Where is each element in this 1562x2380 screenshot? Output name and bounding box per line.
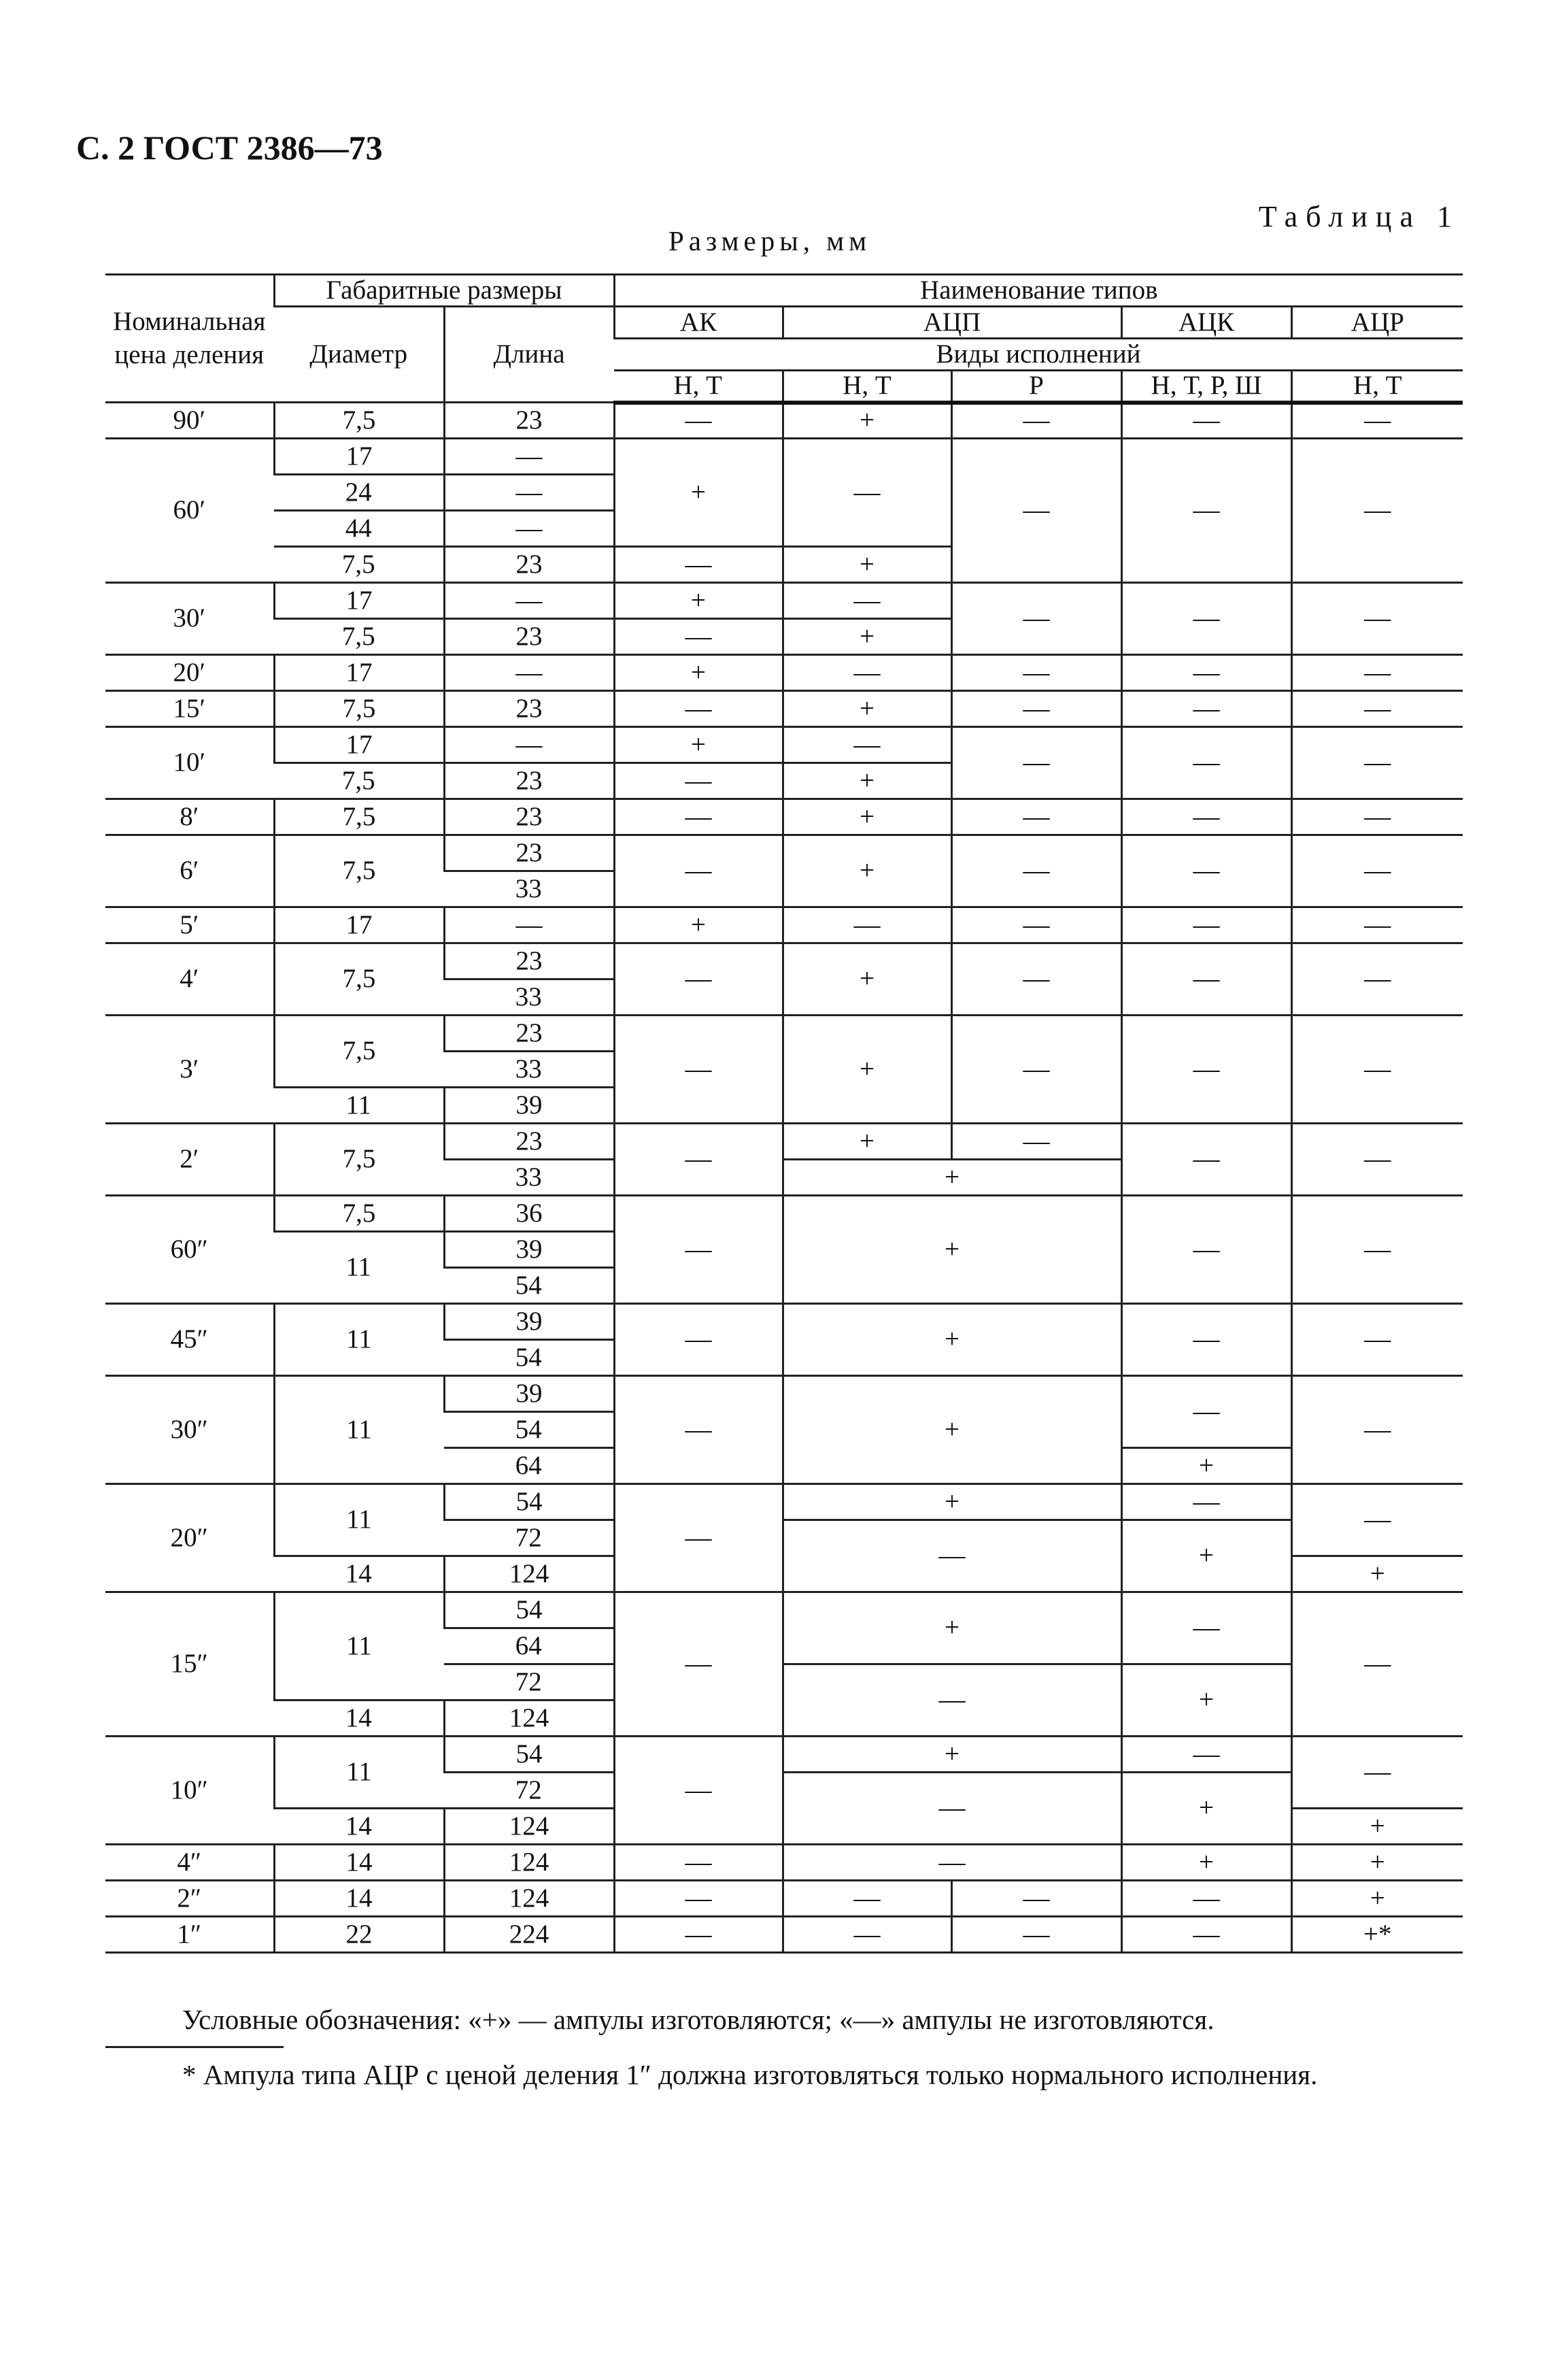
table-cell: —	[1291, 727, 1463, 799]
table-cell: —	[1291, 1124, 1463, 1196]
table-cell: 11	[274, 1304, 444, 1376]
table-cell: 30″	[105, 1376, 274, 1484]
table-cell: —	[951, 1917, 1121, 1953]
table-cell: 7,5	[274, 1196, 444, 1232]
table-cell: +	[1121, 1664, 1291, 1737]
table-row	[105, 1196, 1463, 1232]
table-cell: +	[783, 1376, 1121, 1484]
table-cell: +	[1121, 1845, 1291, 1881]
table-cell: —	[1121, 943, 1291, 1016]
table-cell: —	[1121, 1124, 1291, 1196]
table-cell: 72	[444, 1520, 614, 1556]
table-cell: 30′	[105, 583, 274, 655]
table-cell: 1″	[105, 1917, 274, 1953]
table-cell: 124	[444, 1556, 614, 1592]
table-cell: +	[783, 619, 951, 655]
table-cell: 33	[444, 871, 614, 907]
table-cell: —	[1291, 1376, 1463, 1484]
table-cell: —	[614, 619, 783, 655]
table-body	[105, 403, 1463, 1953]
table-cell: +	[614, 907, 783, 943]
table-cell: 8′	[105, 799, 274, 835]
table-row	[105, 1304, 1463, 1340]
table-cell: —	[1121, 907, 1291, 943]
table-row	[105, 727, 1463, 763]
table-cell: —	[1291, 583, 1463, 655]
table-cell: —	[614, 403, 783, 439]
table-cell: 23	[444, 547, 614, 583]
table-cell: —	[1121, 1376, 1291, 1448]
table-cell: —	[1291, 1737, 1463, 1809]
table-cell: —	[783, 907, 951, 943]
table-cell: 23	[444, 403, 614, 439]
table-cell: 23	[444, 619, 614, 655]
header-exec-ack: Н, Т, Р, Ш	[1121, 371, 1291, 403]
table-cell: 23	[444, 1016, 614, 1052]
table-cell: —	[1291, 439, 1463, 583]
table-cell: —	[1291, 799, 1463, 835]
table-cell: —	[1291, 403, 1463, 439]
table-cell: —	[614, 1016, 783, 1124]
table-cell: —	[614, 1376, 783, 1484]
table-row	[105, 1737, 1463, 1773]
table-cell: 23	[444, 835, 614, 871]
table-cell: —	[951, 655, 1121, 691]
table-row	[105, 1484, 1463, 1520]
table-cell: —	[951, 835, 1121, 907]
table-cell: 33	[444, 1160, 614, 1196]
table-row	[105, 583, 1463, 619]
table-cell: —	[1291, 1592, 1463, 1737]
table-cell: 17	[274, 655, 444, 691]
table-cell: 5′	[105, 907, 274, 943]
table-cell: +	[783, 1124, 951, 1160]
table-cell: —	[783, 439, 951, 547]
table-cell: —	[614, 1737, 783, 1845]
table-cell: —	[1291, 1196, 1463, 1304]
table-row	[105, 1016, 1463, 1052]
table-cell: 14	[274, 1700, 444, 1737]
table-head	[105, 275, 1463, 403]
table-row	[105, 1917, 1463, 1953]
table-cell: 7,5	[274, 763, 444, 799]
table-cell: —	[783, 583, 951, 619]
table-cell: 11	[274, 1232, 444, 1304]
table-cell: +	[1291, 1556, 1463, 1592]
table-cell: 14	[274, 1881, 444, 1917]
table-cell: 124	[444, 1809, 614, 1845]
table-cell: +	[783, 1592, 1121, 1664]
table-cell: 90′	[105, 403, 274, 439]
table-cell: +	[783, 547, 951, 583]
table-cell: 2′	[105, 1124, 274, 1196]
table-cell: —	[1121, 403, 1291, 439]
table-row	[105, 1592, 1463, 1628]
table-cell: +	[1291, 1809, 1463, 1845]
table-cell: 23	[444, 1124, 614, 1160]
table-cell: 10″	[105, 1737, 274, 1845]
table-cell: 11	[274, 1088, 444, 1124]
table-cell: 6′	[105, 835, 274, 907]
table-cell: —	[614, 763, 783, 799]
table-cell: 45″	[105, 1304, 274, 1376]
table-cell: —	[951, 1124, 1121, 1160]
table-cell: 17	[274, 583, 444, 619]
table-cell: 15′	[105, 691, 274, 727]
table-cell: 39	[444, 1304, 614, 1340]
table-cell: 7,5	[274, 1016, 444, 1088]
table-row	[105, 691, 1463, 727]
table-cell: 124	[444, 1845, 614, 1881]
header-type-acp: АЦП	[783, 307, 1121, 339]
table-cell: —	[444, 511, 614, 547]
table-row	[105, 943, 1463, 979]
table-cell: 224	[444, 1917, 614, 1953]
table-cell: —	[1291, 1304, 1463, 1376]
table-cell: 7,5	[274, 619, 444, 655]
table-cell: 4″	[105, 1845, 274, 1881]
table-cell: —	[614, 1881, 783, 1917]
table-cell: 10′	[105, 727, 274, 799]
table-cell: —	[614, 799, 783, 835]
table-cell: +	[614, 439, 783, 547]
table-cell: 7,5	[274, 943, 444, 1016]
table-cell: +*	[1291, 1917, 1463, 1953]
table-cell: —	[1121, 1484, 1291, 1520]
table-row	[105, 1124, 1463, 1160]
table-cell: —	[1291, 655, 1463, 691]
table-cell: —	[614, 835, 783, 907]
table-cell: 60″	[105, 1196, 274, 1304]
table-cell: —	[783, 1881, 951, 1917]
table-cell: 11	[274, 1376, 444, 1484]
table-cell: 15″	[105, 1592, 274, 1737]
table-cell: —	[951, 1016, 1121, 1124]
table-cell: —	[1121, 1737, 1291, 1773]
table-cell: —	[1291, 691, 1463, 727]
table-cell: 54	[444, 1412, 614, 1448]
header-length: Длина	[444, 307, 614, 403]
table-cell: —	[614, 1196, 783, 1304]
table-cell: —	[444, 655, 614, 691]
sizes-table	[105, 273, 1463, 1954]
table-cell: —	[1291, 907, 1463, 943]
table-cell: 7,5	[274, 835, 444, 907]
header-type-ack: АЦК	[1121, 307, 1291, 339]
table-cell: +	[783, 1484, 1121, 1520]
table-row	[105, 1376, 1463, 1412]
table-cell: +	[783, 835, 951, 907]
table-cell: —	[614, 943, 783, 1016]
table-cell: —	[1291, 1016, 1463, 1124]
table-cell: —	[1291, 943, 1463, 1016]
table-cell: +	[783, 799, 951, 835]
table-cell: —	[1121, 1304, 1291, 1376]
header-exec-acp-r: Р	[951, 371, 1121, 403]
header-types: Наименование типов	[614, 275, 1463, 307]
table-cell: 54	[444, 1737, 614, 1773]
table-cell: 17	[274, 439, 444, 475]
table-row	[105, 403, 1463, 439]
table-cell: 23	[444, 763, 614, 799]
table-cell: —	[1121, 439, 1291, 583]
table-cell: +	[783, 1016, 951, 1124]
table-cell: —	[951, 799, 1121, 835]
table-cell: 7,5	[274, 691, 444, 727]
table-cell: 14	[274, 1845, 444, 1881]
table-cell: 64	[444, 1628, 614, 1664]
table-cell: 7,5	[274, 799, 444, 835]
table-cell: 44	[274, 511, 444, 547]
header-gabarit: Габаритные размеры	[274, 275, 614, 307]
table-cell: 7,5	[274, 403, 444, 439]
table-cell: +	[614, 583, 783, 619]
table-cell: 36	[444, 1196, 614, 1232]
table-cell: —	[783, 727, 951, 763]
table-cell: —	[1121, 1881, 1291, 1917]
table-cell: —	[951, 691, 1121, 727]
table-cell: 39	[444, 1232, 614, 1268]
table-cell: —	[1121, 1592, 1291, 1664]
header-diameter: Диаметр	[274, 307, 444, 403]
table-cell: 33	[444, 1052, 614, 1088]
table-row	[105, 439, 1463, 475]
table-row	[105, 655, 1463, 691]
table-cell: —	[783, 1917, 951, 1953]
table-cell: —	[951, 727, 1121, 799]
table-cell: 11	[274, 1592, 444, 1700]
table-cell: —	[1121, 583, 1291, 655]
footnote-divider	[105, 2046, 284, 2048]
table-cell: —	[783, 1845, 1121, 1881]
table-cell: 7,5	[274, 1124, 444, 1196]
table-cell: —	[444, 907, 614, 943]
table-cell: 72	[444, 1664, 614, 1700]
header-exec-acr: Н, Т	[1291, 371, 1463, 403]
table-caption: Размеры, мм	[668, 225, 872, 256]
table-cell: 17	[274, 727, 444, 763]
table-cell: —	[1121, 1917, 1291, 1953]
table-cell: —	[1121, 691, 1291, 727]
table-cell: —	[1291, 835, 1463, 907]
table-cell: 7,5	[274, 547, 444, 583]
table-cell: —	[951, 1881, 1121, 1917]
header-type-acr: АЦР	[1291, 307, 1463, 339]
table-cell: 20′	[105, 655, 274, 691]
table-cell: —	[951, 943, 1121, 1016]
table-row	[105, 1881, 1463, 1917]
table-cell: +	[614, 727, 783, 763]
table-cell: —	[783, 1664, 1121, 1737]
table-cell: 54	[444, 1340, 614, 1376]
header-exec-acp-nt: Н, Т	[783, 371, 951, 403]
table-cell: 124	[444, 1881, 614, 1917]
table-cell: 20″	[105, 1484, 274, 1592]
table-cell: +	[1121, 1448, 1291, 1484]
table-cell: —	[1121, 1016, 1291, 1124]
table-row	[105, 799, 1463, 835]
header-vidy: Виды исполнений	[614, 339, 1463, 371]
table-cell: —	[614, 1917, 783, 1953]
table-cell: —	[783, 1773, 1121, 1845]
table-cell: —	[444, 727, 614, 763]
table-cell: 2″	[105, 1881, 274, 1917]
table-cell: 39	[444, 1376, 614, 1412]
table-cell: 33	[444, 979, 614, 1016]
table-cell: —	[614, 1304, 783, 1376]
table-row	[105, 1845, 1463, 1881]
table-cell: —	[1121, 655, 1291, 691]
table-cell: —	[1121, 1196, 1291, 1304]
table-cell: 54	[444, 1484, 614, 1520]
table-cell: +	[783, 1196, 1121, 1304]
table-cell: —	[444, 583, 614, 619]
table-label: Таблица 1	[1258, 200, 1460, 233]
table-cell: —	[614, 1484, 783, 1592]
table-cell: —	[614, 1845, 783, 1881]
header-type-ak: АК	[614, 307, 783, 339]
table-cell: —	[951, 907, 1121, 943]
table-cell: +	[1121, 1520, 1291, 1592]
footnote-text: * Ампула типа АЦР с ценой деления 1″ должна изготовляться только нормального исполнения.	[182, 2059, 1318, 2090]
table-cell: —	[614, 1592, 783, 1737]
table-cell: +	[1121, 1773, 1291, 1845]
table-cell: 4′	[105, 943, 274, 1016]
table-cell: —	[1121, 727, 1291, 799]
table-cell: 23	[444, 691, 614, 727]
table-cell: +	[1291, 1845, 1463, 1881]
table-cell: 23	[444, 943, 614, 979]
page-header: С. 2 ГОСТ 2386—73	[76, 129, 383, 167]
table-cell: 124	[444, 1700, 614, 1737]
table-cell: 14	[274, 1556, 444, 1592]
header-nominal: Номинальная цена деления	[105, 275, 274, 403]
table-cell: —	[444, 439, 614, 475]
header-exec-ak: Н, Т	[614, 371, 783, 403]
table-cell: +	[783, 943, 951, 1016]
table-cell: —	[444, 475, 614, 511]
table-cell: —	[951, 583, 1121, 655]
table-cell: —	[1121, 799, 1291, 835]
table-cell: +	[1291, 1881, 1463, 1917]
table-cell: +	[783, 1160, 1121, 1196]
table-cell: —	[614, 547, 783, 583]
table-cell: +	[783, 763, 951, 799]
table-cell: —	[1291, 1484, 1463, 1556]
table-cell: —	[951, 403, 1121, 439]
table-cell: 24	[274, 475, 444, 511]
table-cell: 3′	[105, 1016, 274, 1124]
table-cell: —	[614, 1124, 783, 1196]
table-cell: 17	[274, 907, 444, 943]
legend-text: Условные обозначения: «+» — ампулы изготовляются; «—» ампулы не изготовляются.	[182, 2004, 1215, 2035]
table-cell: 11	[274, 1737, 444, 1809]
table-cell: —	[614, 691, 783, 727]
table-cell: 22	[274, 1917, 444, 1953]
table-cell: —	[783, 655, 951, 691]
table-cell: +	[783, 1737, 1121, 1773]
table-cell: 72	[444, 1773, 614, 1809]
table-row	[105, 835, 1463, 871]
table-cell: —	[951, 439, 1121, 583]
table-cell: 60′	[105, 439, 274, 583]
table-cell: 54	[444, 1268, 614, 1304]
table-row	[105, 907, 1463, 943]
table-cell: 11	[274, 1484, 444, 1556]
table-cell: +	[614, 655, 783, 691]
table-cell: +	[783, 403, 951, 439]
table-cell: +	[783, 691, 951, 727]
table-cell: —	[783, 1520, 1121, 1592]
table-cell: 23	[444, 799, 614, 835]
table-cell: +	[783, 1304, 1121, 1376]
table-cell: 39	[444, 1088, 614, 1124]
table-cell: 64	[444, 1448, 614, 1484]
table-cell: 14	[274, 1809, 444, 1845]
table-cell: —	[1121, 835, 1291, 907]
table-cell: 54	[444, 1592, 614, 1628]
